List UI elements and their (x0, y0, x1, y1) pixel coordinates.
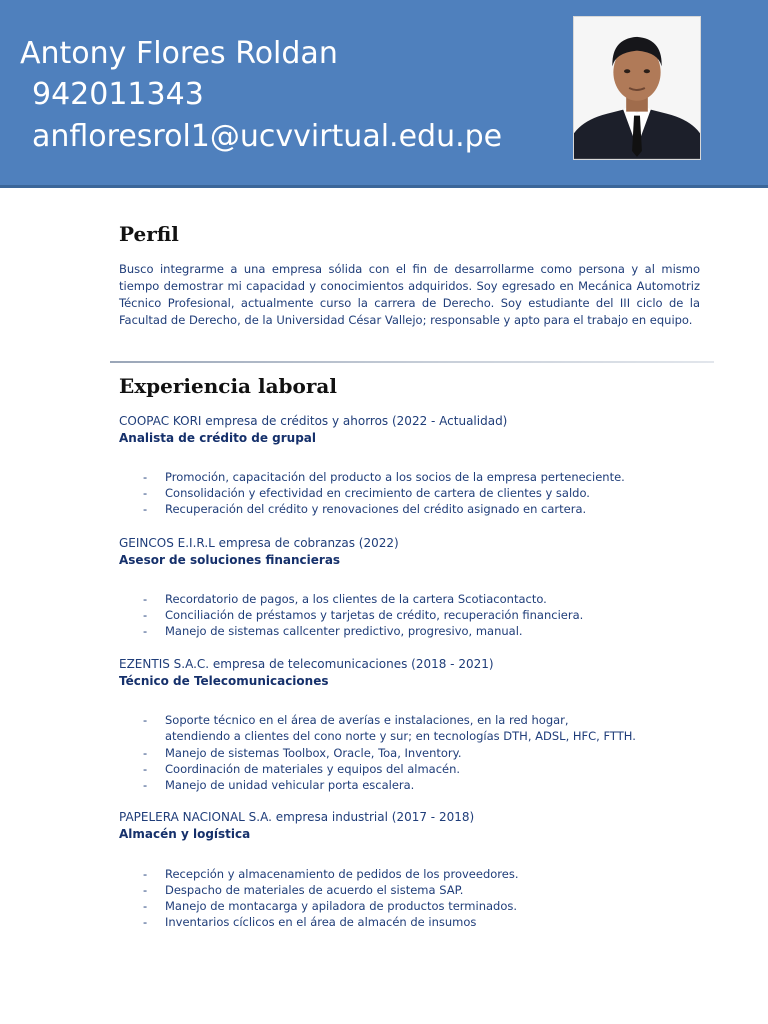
job-company: EZENTIS S.A.C. empresa de telecomunicaciones (2018 - 2021) (119, 657, 494, 671)
job-role: Analista de crédito de grupal (119, 431, 317, 445)
candidate-phone: 942011343 (32, 77, 204, 112)
bullet-text: Promoción, capacitación del producto a los socios de la empresa perteneciente. (165, 470, 625, 484)
candidate-email: anfloresrol1@ucvvirtual.edu.pe (32, 119, 503, 154)
bullet-marker: - (143, 486, 148, 500)
person-portrait-icon (574, 17, 700, 159)
bullet-text: Consolidación y efectividad en crecimiento de cartera de clientes y saldo. (165, 486, 590, 500)
bullet-marker: - (143, 746, 148, 760)
bullet-text: Recordatorio de pagos, a los clientes de la cartera Scotiacontacto. (165, 592, 547, 606)
profile-summary: Busco integrarme a una empresa sólida con el fin de desarrollarme como persona y al mismo tiempo demostrar mi capacidad y conocimientos adquiridos. Soy egresado en Mecánica Automotriz Técnico Profesional, actualmente curso la carrera de Derecho. Soy estudiante del III ciclo de la Facultad de Derecho, de la Universidad César Vallejo; responsable y apto para el trabajo en equipo. (119, 262, 700, 327)
bullet-text: Manejo de montacarga y apiladora de productos terminados. (165, 899, 518, 913)
bullet-marker: - (143, 778, 148, 792)
profile-photo (573, 16, 701, 160)
candidate-name: Antony Flores Roldan (20, 36, 338, 71)
job-company: PAPELERA NACIONAL S.A. empresa industrial (2017 - 2018) (119, 810, 475, 824)
bullet-marker: - (143, 624, 148, 638)
bullet-marker: - (143, 867, 148, 881)
bullet-marker: - (143, 608, 148, 622)
job-role: Almacén y logística (119, 827, 251, 841)
bullet-text: Recuperación del crédito y renovaciones del crédito asignado en cartera. (165, 502, 587, 516)
job-role: Técnico de Telecomunicaciones (119, 674, 329, 688)
bullet-marker: - (143, 713, 148, 727)
job-company: GEINCOS E.I.R.L empresa de cobranzas (2022) (119, 536, 399, 550)
bullet-text: Coordinación de materiales y equipos del almacén. (165, 762, 461, 776)
bullet-text: Inventarios cíclicos en el área de almacén de insumos (165, 915, 477, 929)
bullet-marker: - (143, 915, 148, 929)
profile-section-title: Perfil (119, 222, 179, 246)
bullet-text: Soporte técnico en el área de averías e instalaciones, en la red hogar, (165, 713, 569, 727)
bullet-text: Conciliación de préstamos y tarjetas de crédito, recuperación financiera. (165, 608, 584, 622)
bullet-text: Despacho de materiales de acuerdo el sistema SAP. (165, 883, 464, 897)
section-divider (110, 361, 714, 363)
job-role: Asesor de soluciones financieras (119, 553, 341, 567)
bullet-marker: - (143, 502, 148, 516)
bullet-marker: - (143, 470, 148, 484)
bullet-marker: - (143, 592, 148, 606)
bullet-text-continuation: atendiendo a clientes del cono norte y sur; en tecnologías DTH, ADSL, HFC, FTTH. (165, 729, 636, 743)
bullet-text: Recepción y almacenamiento de pedidos de los proveedores. (165, 867, 519, 881)
bullet-text: Manejo de sistemas Toolbox, Oracle, Toa, Inventory. (165, 746, 462, 760)
bullet-marker: - (143, 762, 148, 776)
experience-section-title: Experiencia laboral (119, 374, 337, 398)
bullet-text: Manejo de unidad vehicular porta escalera. (165, 778, 415, 792)
bullet-text: Manejo de sistemas callcenter predictivo, progresivo, manual. (165, 624, 523, 638)
bullet-marker: - (143, 899, 148, 913)
job-company: COOPAC KORI empresa de créditos y ahorros (2022 - Actualidad) (119, 414, 508, 428)
bullet-marker: - (143, 883, 148, 897)
